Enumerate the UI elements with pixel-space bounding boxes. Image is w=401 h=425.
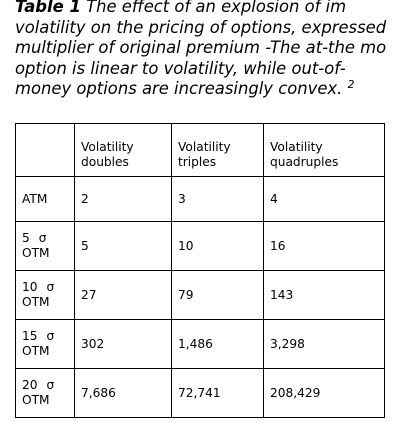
header-triples-line-2: triples (178, 155, 217, 169)
table-label: Table 1 (15, 0, 81, 16)
table-row-20-sigma (16, 369, 385, 418)
sigma-symbol: σ (46, 329, 55, 343)
row-label-otm: OTM (22, 246, 50, 260)
cell-5-sigma-triples: 10 (172, 222, 264, 271)
header-cell-triples (172, 124, 264, 177)
cell-10-sigma-doubles: 27 (75, 271, 172, 320)
cell-5-sigma-quadruples: 16 (264, 222, 385, 271)
row-label-otm: OTM (22, 295, 50, 309)
table-caption (15, 0, 401, 100)
caption-line-5-text: money options are increasingly convex. (15, 79, 343, 98)
header-cell-quadruples (264, 124, 385, 177)
cell-10-sigma-quadruples: 143 (264, 271, 385, 320)
header-cell-empty (16, 124, 75, 177)
cell-atm-quadruples: 4 (264, 177, 385, 222)
header-doubles-line-2: doubles (81, 155, 129, 169)
row-label-15-sigma (16, 320, 75, 369)
row-label-10-sigma (16, 271, 75, 320)
volatility-table (15, 123, 385, 418)
cell-20-sigma-triples: 72,741 (172, 369, 264, 418)
cell-atm-triples: 3 (172, 177, 264, 222)
row-label-20-sigma (16, 369, 75, 418)
table-row-atm (16, 177, 385, 222)
row-label-otm: OTM (22, 344, 50, 358)
header-doubles-line-1: Volatility (81, 140, 134, 154)
header-triples-line-1: Volatility (178, 140, 231, 154)
cell-10-sigma-triples: 79 (172, 271, 264, 320)
row-label-number: 15 (22, 329, 38, 343)
caption-line-3: multiplier of original premium -The at-the mo (15, 38, 387, 57)
cell-20-sigma-quadruples: 208,429 (264, 369, 385, 418)
header-quadruples-line-1: Volatility (270, 140, 323, 154)
cell-15-sigma-triples: 1,486 (172, 320, 264, 369)
table-row-10-sigma (16, 271, 385, 320)
row-label-number: 10 (22, 280, 38, 294)
table-row-15-sigma (16, 320, 385, 369)
cell-15-sigma-doubles: 302 (75, 320, 172, 369)
row-label-5-sigma (16, 222, 75, 271)
row-label-number: 5 (22, 231, 30, 245)
caption-line-5 (15, 79, 401, 100)
cell-atm-doubles: 2 (75, 177, 172, 222)
cell-20-sigma-doubles: 7,686 (75, 369, 172, 418)
caption-line-1 (15, 0, 401, 18)
caption-line-4: option is linear to volatility, while out-of- (15, 58, 346, 78)
cell-5-sigma-doubles: 5 (75, 222, 172, 271)
sigma-symbol: σ (38, 231, 47, 245)
row-label-atm: ATM (16, 177, 75, 222)
footnote-marker: 2 (347, 78, 355, 91)
header-cell-doubles (75, 124, 172, 177)
row-label-number: 20 (22, 378, 38, 392)
header-quadruples-line-2: quadruples (270, 155, 339, 169)
cell-15-sigma-quadruples: 3,298 (264, 320, 385, 369)
caption-line-2: volatility on the pricing of options, expressed (15, 17, 387, 37)
sigma-symbol: σ (46, 378, 55, 392)
table-header-row (16, 124, 385, 177)
sigma-symbol: σ (46, 280, 55, 294)
table-row-5-sigma (16, 222, 385, 271)
row-label-otm: OTM (22, 393, 50, 407)
caption-line-1-text: The effect of an explosion of im (80, 0, 347, 16)
